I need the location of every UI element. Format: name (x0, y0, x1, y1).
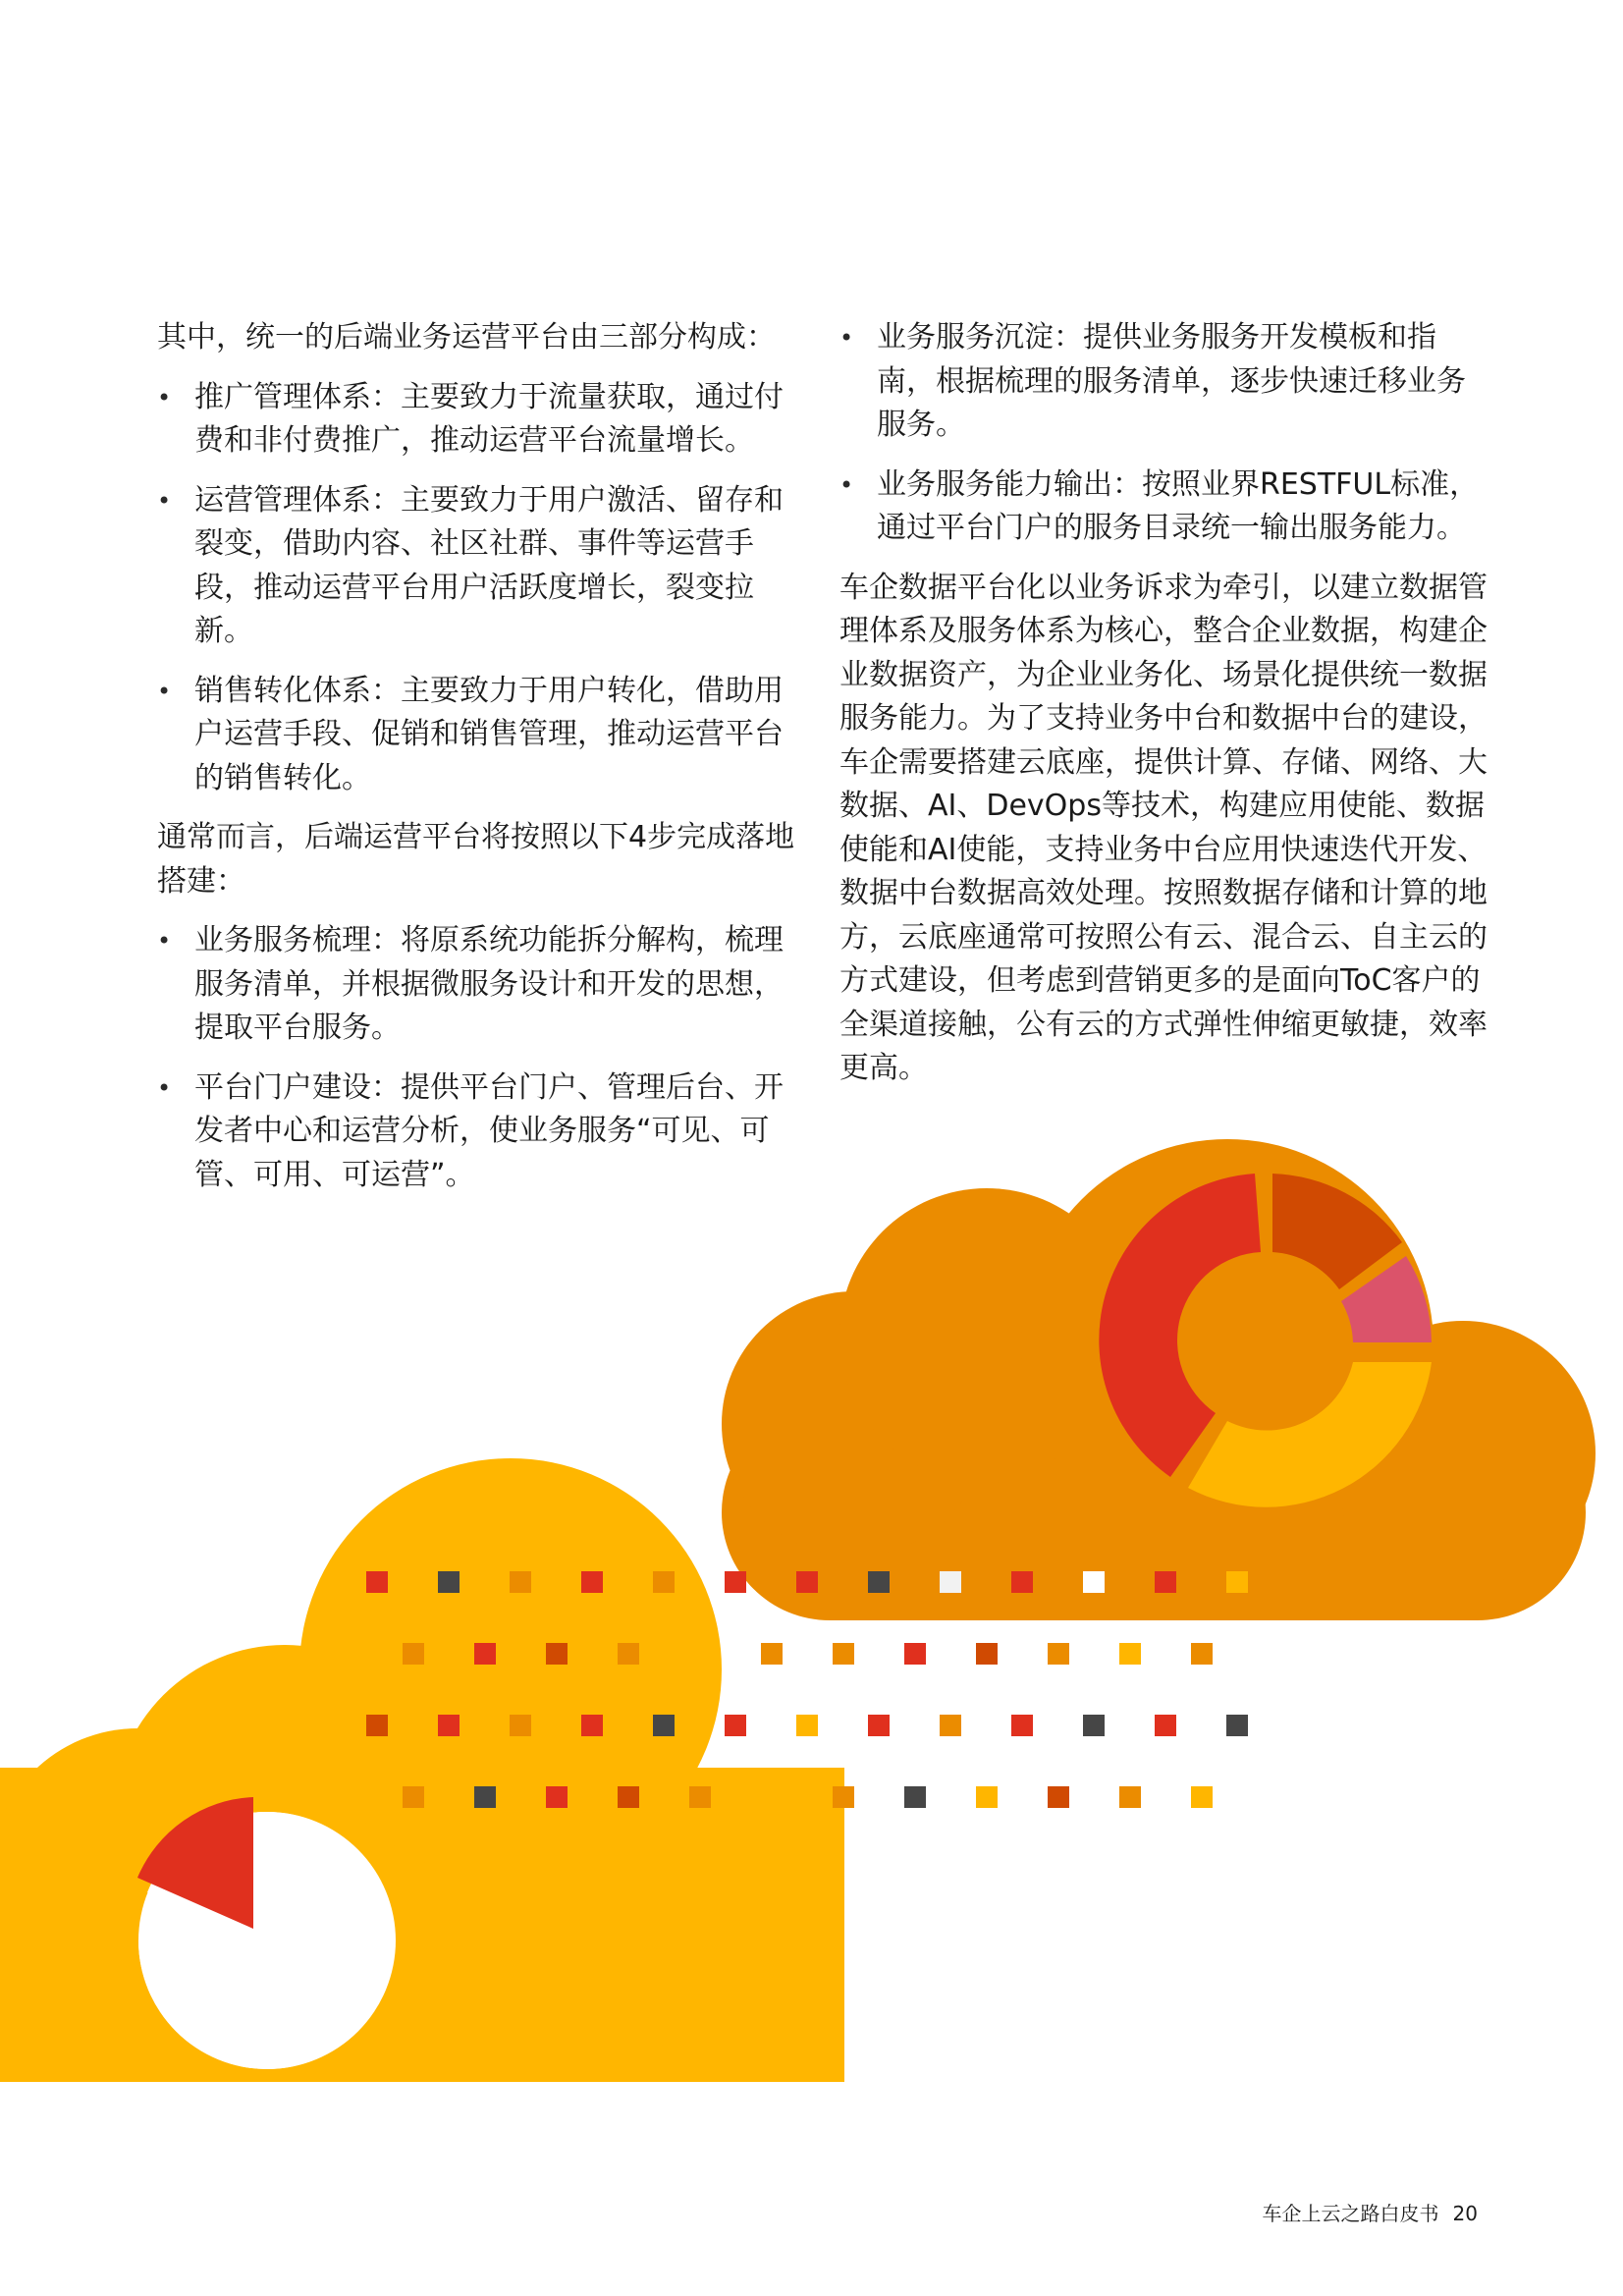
square-dot (1155, 1571, 1176, 1593)
square-dot (1048, 1786, 1069, 1808)
list-item: • 业务服务沉淀：提供业务服务开发模板和指南，根据梳理的服务清单，逐步快速迁移业务服务。 (839, 316, 1488, 448)
document-title: 车企上云之路白皮书 (1262, 2202, 1439, 2225)
square-dot (1011, 1715, 1033, 1736)
square-dot (796, 1715, 818, 1736)
list-item: • 平台门户建设：提供平台门户、管理后台、开发者中心和运营分析，使业务服务“可见、可管、可用、可运营”。 (157, 1066, 805, 1198)
platform-parts-list (157, 376, 805, 801)
square-dot (618, 1786, 639, 1808)
square-dot (403, 1643, 424, 1665)
square-dot (833, 1786, 854, 1808)
data-platform-paragraph: 车企数据平台化以业务诉求为牵引，以建立数据管理体系及服务体系为核心，整合企业数据，构建企业数据资产，为企业业务化、场景化提供统一数据服务能力。为了支持业务中台和数据中台的建设，车企需要搭建云底座，提供计算、存储、网络、大数据、AI、DevOps等技术，构建应用使能、数据使能和AI使能，支持业务中台应用快速迭代开发、数据中台数据高效处理。按照数据存储和计算的地方，云底座通常可按照公有云、混合云、自主云的方式建设，但考虑到营销更多的是面向ToC客户的全渠道接触，公有云的方式弹性伸缩更敏捷，效率更高。 (839, 570, 1488, 1085)
square-dot (403, 1786, 424, 1808)
page-number: 20 (1452, 2202, 1478, 2225)
square-dot (1048, 1643, 1069, 1665)
square-dot (796, 1571, 818, 1593)
steps-list-continued (839, 316, 1488, 551)
list-item: • 推广管理体系：主要致力于流量获取，通过付费和非付费推广，推动运营平台流量增长。 (157, 376, 805, 464)
list-item: • 销售转化体系：主要致力于用户转化，借助用户运营手段、促销和销售管理，推动运营平台的销售转化。 (157, 670, 805, 801)
square-dot (546, 1786, 568, 1808)
square-dot (689, 1643, 711, 1665)
square-dot (546, 1643, 568, 1665)
list-item: • 业务服务能力输出：按照业界RESTFUL标准，通过平台门户的服务目录统一输出服务能力。 (839, 464, 1488, 551)
square-dot (1119, 1786, 1141, 1808)
page-footer (1263, 2198, 1478, 2226)
left-column (157, 316, 805, 1213)
right-column (839, 316, 1488, 1107)
square-dot (1226, 1571, 1248, 1593)
square-dot (1226, 1715, 1248, 1736)
square-dot (1119, 1643, 1141, 1665)
square-dot (438, 1571, 460, 1593)
square-dot (474, 1786, 496, 1808)
square-dot (1191, 1786, 1213, 1808)
steps-intro-paragraph: 通常而言，后端运营平台将按照以下4步完成落地搭建： (157, 820, 795, 899)
square-dot (581, 1571, 603, 1593)
intro-paragraph: 其中，统一的后端业务运营平台由三部分构成： (157, 320, 776, 355)
square-dot (438, 1715, 460, 1736)
square-dot (976, 1786, 998, 1808)
square-dot (976, 1643, 998, 1665)
square-dot (1191, 1643, 1213, 1665)
cloud-illustration (0, 1129, 1623, 2131)
square-dot (940, 1571, 961, 1593)
square-dot (510, 1571, 531, 1593)
square-dot (1083, 1571, 1105, 1593)
square-dot (833, 1643, 854, 1665)
square-dot (689, 1786, 711, 1808)
square-dot (618, 1643, 639, 1665)
square-dot (653, 1715, 675, 1736)
square-dot (904, 1786, 926, 1808)
square-dot (1083, 1715, 1105, 1736)
square-dot (940, 1715, 961, 1736)
square-dot (725, 1571, 746, 1593)
square-dot (725, 1715, 746, 1736)
square-dot (1155, 1715, 1176, 1736)
list-item: • 运营管理体系：主要致力于用户激活、留存和裂变，借助内容、社区社群、事件等运营手段，推动运营平台用户活跃度增长，裂变拉新。 (157, 479, 805, 654)
square-dot (1011, 1571, 1033, 1593)
square-dot (474, 1643, 496, 1665)
square-dot (510, 1715, 531, 1736)
square-dot (904, 1643, 926, 1665)
square-dot (653, 1571, 675, 1593)
square-dot (366, 1715, 388, 1736)
square-dot (868, 1571, 890, 1593)
square-dot (366, 1571, 388, 1593)
square-dot (761, 1643, 783, 1665)
list-item: • 业务服务梳理：将原系统功能拆分解构，梳理服务清单，并根据微服务设计和开发的思想，提取平台服务。 (157, 919, 805, 1051)
square-dot (761, 1786, 783, 1808)
square-dot (581, 1715, 603, 1736)
square-dot (868, 1715, 890, 1736)
